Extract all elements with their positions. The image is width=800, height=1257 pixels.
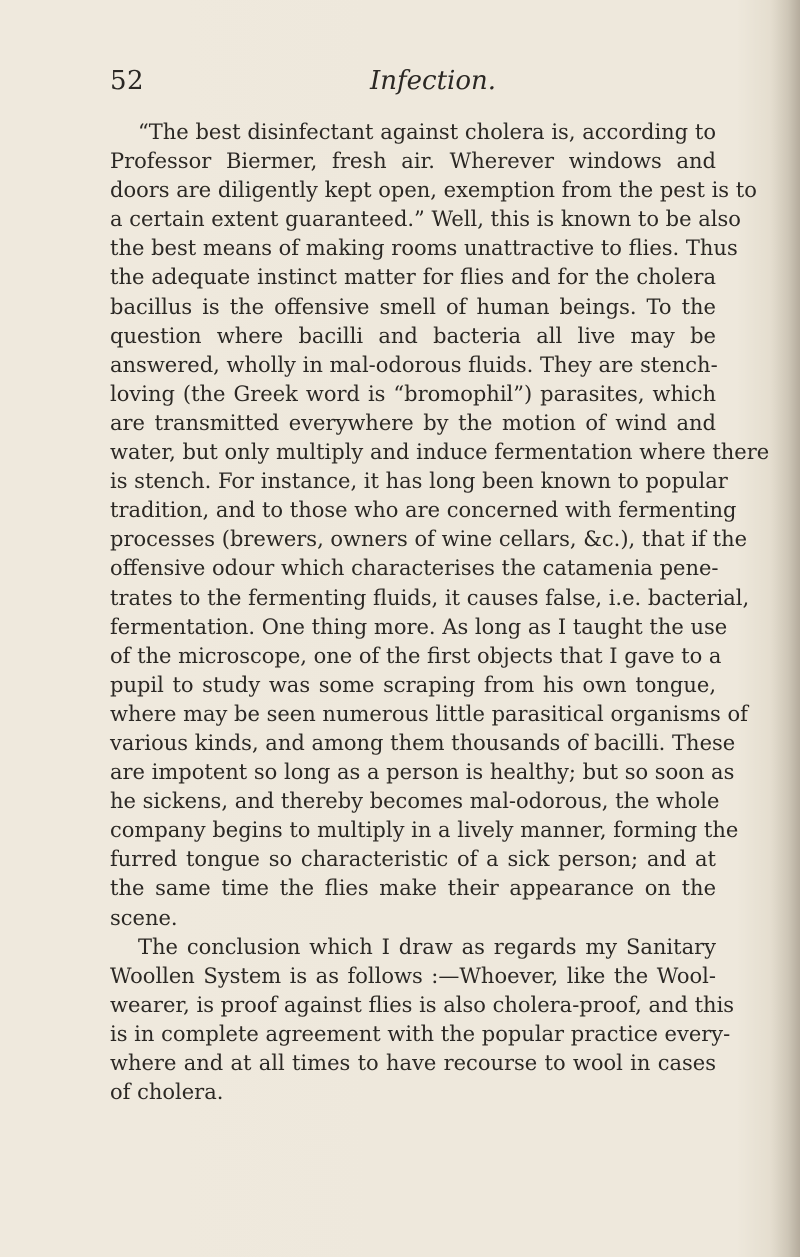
- text-line: Woollen System is as follows :—Whoever, like the Wool-: [110, 963, 716, 988]
- page-number: 52: [110, 66, 145, 96]
- text-line: Professor Biermer, fresh air. Wherever windows and: [110, 149, 716, 174]
- running-title: Infection.: [370, 66, 497, 96]
- text-line: fermentation. One thing more. As long as I taught the use: [110, 614, 728, 639]
- text-line: “The best disinfectant against cholera is, according to: [138, 120, 716, 144]
- text-line: company begins to multiply in a lively manner, forming the: [110, 818, 739, 843]
- text-line: bacillus is the offensive smell of human beings. To the: [110, 294, 716, 319]
- text-line: wearer, is proof against flies is also cholera-proof, and this: [110, 992, 735, 1017]
- text-line: of cholera.: [110, 1080, 224, 1105]
- text-line: various kinds, and among them thousands of bacilli. These: [110, 730, 736, 755]
- text-line: doors are diligently kept open, exemption from the pest is to: [110, 178, 757, 203]
- text-line: water, but only multiply and induce fermentation where there: [110, 440, 770, 465]
- page-header: [110, 66, 710, 106]
- text-line: question where bacilli and bacteria all live may be: [110, 323, 716, 348]
- text-line: the same time the flies make their appearance on the: [110, 876, 716, 901]
- text-line: of the microscope, one of the first objects that I gave to a: [110, 643, 722, 668]
- text-line: offensive odour which characterises the catamenia pene-: [110, 556, 719, 581]
- text-line: the best means of making rooms unattractive to flies. Thus: [110, 236, 738, 261]
- body-text: [110, 118, 770, 1107]
- text-line: he sickens, and thereby becomes mal-odorous, the whole: [110, 789, 720, 814]
- text-line: scene.: [110, 905, 178, 930]
- text-line: where may be seen numerous little parasitical organisms of: [110, 701, 748, 726]
- text-line: are transmitted everywhere by the motion of wind and: [110, 410, 716, 435]
- page-binding-shadow: [770, 0, 800, 1257]
- text-line: is in complete agreement with the popular practice every-: [110, 1021, 731, 1046]
- text-line: are impotent so long as a person is healthy; but so soon as: [110, 760, 735, 785]
- text-line: furred tongue so characteristic of a sick person; and at: [110, 847, 716, 872]
- text-line: processes (brewers, owners of wine cellars, &c.), that if the: [110, 527, 748, 552]
- text-line: trates to the fermenting fluids, it causes false, i.e. bacterial,: [110, 585, 750, 610]
- text-line: answered, wholly in mal-odorous fluids. They are stench-: [110, 352, 718, 377]
- text-line: is stench. For instance, it has long been known to popular: [110, 469, 728, 494]
- text-line: pupil to study was some scraping from his own tongue,: [110, 672, 716, 697]
- text-line: the adequate instinct matter for flies and for the cholera: [110, 265, 716, 290]
- text-line: tradition, and to those who are concerned with fermenting: [110, 498, 737, 523]
- text-line: loving (the Greek word is “bromophil”) parasites, which: [110, 381, 716, 406]
- text-line: a certain extent guaranteed.” Well, this is known to be also: [110, 207, 741, 232]
- text-line: The conclusion which I draw as regards my Sanitary: [138, 934, 716, 959]
- text-line: where and at all times to have recourse to wool in cases: [110, 1051, 716, 1075]
